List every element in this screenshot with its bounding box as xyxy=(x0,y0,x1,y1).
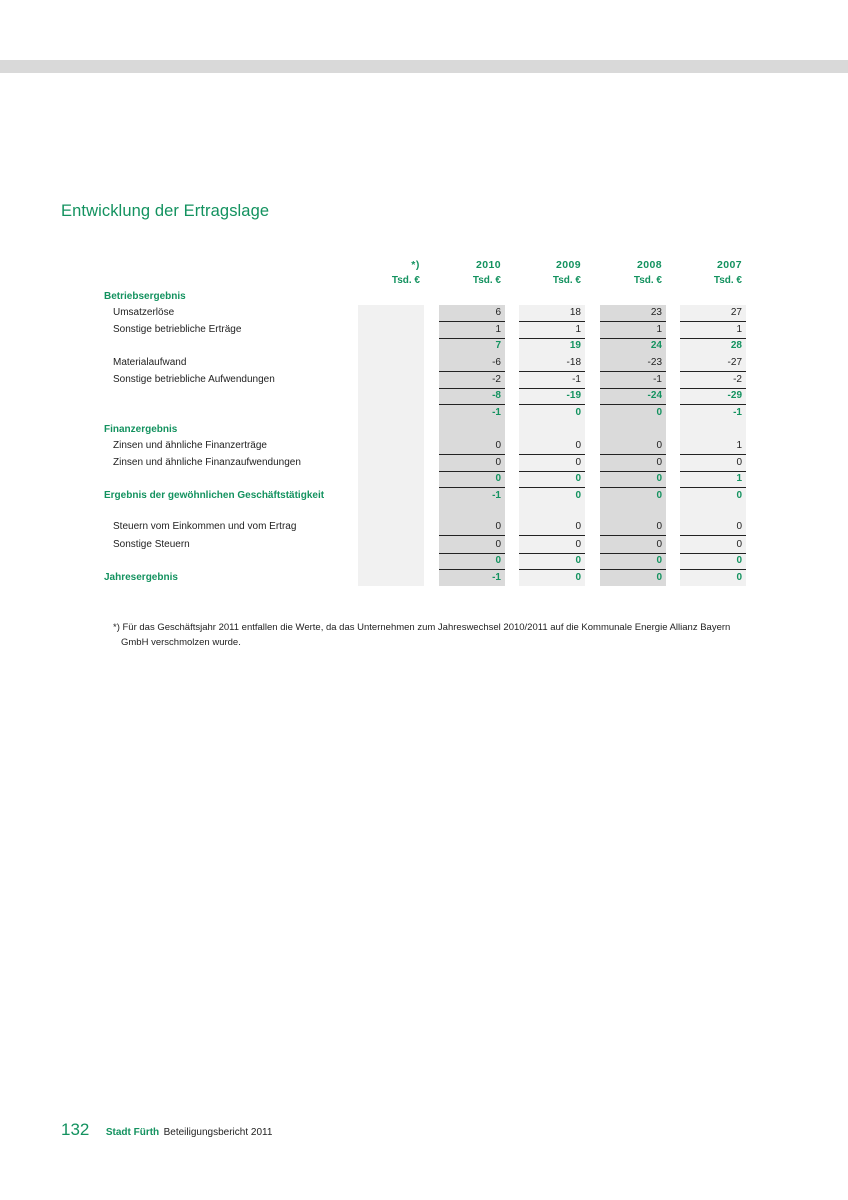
table-rule xyxy=(439,487,505,488)
table-rule xyxy=(439,338,505,339)
table-cell: -1 xyxy=(653,374,662,385)
table-cell: -2 xyxy=(492,374,501,385)
table-cell: 0 xyxy=(736,457,742,468)
table-cell: 0 xyxy=(736,539,742,550)
table-rule xyxy=(680,338,746,339)
table-cell: 0 xyxy=(495,555,501,566)
table-rule xyxy=(519,569,585,570)
table-cell: -8 xyxy=(492,390,501,401)
table-cell: 19 xyxy=(569,340,581,351)
table-cell: 0 xyxy=(575,490,581,501)
top-gray-bar xyxy=(0,60,848,73)
table-cell: -1 xyxy=(492,572,501,583)
table-rule xyxy=(600,371,666,372)
table-cell: 7 xyxy=(495,340,501,351)
table-cell: 0 xyxy=(495,440,501,451)
table-rule xyxy=(439,404,505,405)
table-cell: 0 xyxy=(656,473,662,484)
table-cell: 0 xyxy=(495,521,501,532)
table-rule xyxy=(600,404,666,405)
table-cell: 1 xyxy=(495,324,501,335)
footer-brand: Stadt Fürth xyxy=(105,1127,160,1138)
table-cell: 0 xyxy=(575,539,581,550)
table-cell: -2 xyxy=(733,374,742,385)
table-rule xyxy=(519,553,585,554)
table-rule xyxy=(600,321,666,322)
table-cell: -23 xyxy=(647,357,662,368)
table-rule xyxy=(600,471,666,472)
table-cell: 0 xyxy=(736,572,742,583)
table-cell: -18 xyxy=(566,357,581,368)
table-rule xyxy=(519,471,585,472)
table-cell: 23 xyxy=(650,307,662,318)
footnote-line-2: GmbH verschmolzen wurde. xyxy=(121,637,241,648)
column-header: 2010 xyxy=(476,259,501,271)
table-rule xyxy=(600,338,666,339)
table-rule xyxy=(439,471,505,472)
row-label: Materialaufwand xyxy=(113,357,187,368)
table-cell: 1 xyxy=(736,324,742,335)
table-rule xyxy=(439,371,505,372)
table-rule xyxy=(439,535,505,536)
column-header: *) xyxy=(411,259,420,271)
table-cell: 0 xyxy=(575,521,581,532)
table-cell: -19 xyxy=(566,390,581,401)
table-rule xyxy=(519,535,585,536)
table-cell: 0 xyxy=(575,440,581,451)
table-rule xyxy=(519,388,585,389)
table-cell: 28 xyxy=(730,340,742,351)
row-label: Jahresergebnis xyxy=(104,572,178,583)
table-cell: 0 xyxy=(656,555,662,566)
table-cell: -6 xyxy=(492,357,501,368)
column-background-footnote xyxy=(358,305,424,586)
row-label: Zinsen und ähnliche Finanzaufwendungen xyxy=(113,457,301,468)
row-label: Betriebsergebnis xyxy=(104,291,186,302)
row-label: Umsatzerlöse xyxy=(113,307,175,318)
column-unit: Tsd. € xyxy=(713,275,742,286)
table-rule xyxy=(519,371,585,372)
table-cell: 27 xyxy=(730,307,742,318)
table-cell: 0 xyxy=(575,473,581,484)
row-label: Sonstige betriebliche Aufwendungen xyxy=(113,374,275,385)
table-rule xyxy=(680,471,746,472)
table-rule xyxy=(439,321,505,322)
table-cell: 0 xyxy=(656,440,662,451)
table-cell: 0 xyxy=(575,555,581,566)
table-rule xyxy=(680,321,746,322)
table-rule xyxy=(680,371,746,372)
table-rule xyxy=(519,321,585,322)
table-cell: -1 xyxy=(492,490,501,501)
table-cell: 0 xyxy=(656,572,662,583)
row-label: Steuern vom Einkommen und vom Ertrag xyxy=(113,521,297,532)
row-label: Sonstige Steuern xyxy=(113,539,190,550)
table-cell: 0 xyxy=(495,539,501,550)
table-rule xyxy=(600,535,666,536)
table-rule xyxy=(600,388,666,389)
table-rule xyxy=(439,553,505,554)
table-rule xyxy=(600,569,666,570)
page-number: 132 xyxy=(61,1120,90,1139)
table-cell: 1 xyxy=(736,473,742,484)
table-cell: -27 xyxy=(727,357,742,368)
table-rule xyxy=(680,535,746,536)
table-cell: 1 xyxy=(575,324,581,335)
table-rule xyxy=(680,569,746,570)
table-rule xyxy=(600,487,666,488)
footer-document-title: Beteiligungsbericht 2011 xyxy=(163,1127,273,1138)
footnote xyxy=(113,620,747,650)
table-rule xyxy=(519,454,585,455)
table-rule xyxy=(600,454,666,455)
table-cell: 0 xyxy=(575,457,581,468)
table-cell: 0 xyxy=(736,490,742,501)
column-unit: Tsd. € xyxy=(472,275,501,286)
table-cell: 6 xyxy=(495,307,501,318)
table-cell: 18 xyxy=(569,307,581,318)
page-title: Entwicklung der Ertragslage xyxy=(61,202,270,220)
table-cell: -1 xyxy=(492,407,501,418)
table-cell: 0 xyxy=(656,539,662,550)
column-header: 2008 xyxy=(637,259,662,271)
row-label: Ergebnis der gewöhnlichen Geschäftstätigkeit xyxy=(104,490,325,501)
table-rule xyxy=(680,388,746,389)
table-cell: 0 xyxy=(495,457,501,468)
table-rule xyxy=(439,388,505,389)
table-cell: -29 xyxy=(727,390,742,401)
column-unit: Tsd. € xyxy=(633,275,662,286)
table-cell: 0 xyxy=(656,490,662,501)
table-rule xyxy=(519,487,585,488)
table-cell: 0 xyxy=(656,407,662,418)
table-cell: 24 xyxy=(650,340,662,351)
table-cell: 0 xyxy=(656,457,662,468)
table-cell: 0 xyxy=(575,407,581,418)
column-unit: Tsd. € xyxy=(552,275,581,286)
table-cell: -1 xyxy=(733,407,742,418)
table-rule xyxy=(519,404,585,405)
page-footer xyxy=(61,1120,272,1140)
column-unit: Tsd. € xyxy=(391,275,420,286)
table-cell: 1 xyxy=(736,440,742,451)
row-label: Finanzergebnis xyxy=(104,424,178,435)
table-rule xyxy=(519,338,585,339)
table-rule xyxy=(600,553,666,554)
table-cell: 1 xyxy=(656,324,662,335)
row-label: Sonstige betriebliche Erträge xyxy=(113,324,242,335)
table-cell: -1 xyxy=(572,374,581,385)
table-cell: 0 xyxy=(495,473,501,484)
table-cell: 0 xyxy=(736,521,742,532)
table-rule xyxy=(439,454,505,455)
table-rule xyxy=(680,553,746,554)
table-cell: 0 xyxy=(575,572,581,583)
footnote-line-1: *) Für das Geschäftsjahr 2011 entfallen die Werte, da das Unternehmen zum Jahreswechsel 2010/2011 auf die Kommunale Energie Allianz Bayern xyxy=(113,622,731,633)
column-header: 2007 xyxy=(717,259,742,271)
row-label: Zinsen und ähnliche Finanzerträge xyxy=(113,440,267,451)
table-rule xyxy=(680,404,746,405)
table-rule xyxy=(680,487,746,488)
table-cell: -24 xyxy=(647,390,662,401)
table-cell: 0 xyxy=(736,555,742,566)
table-rule xyxy=(680,454,746,455)
table-cell: 0 xyxy=(656,521,662,532)
column-header: 2009 xyxy=(556,259,581,271)
table-rule xyxy=(439,569,505,570)
